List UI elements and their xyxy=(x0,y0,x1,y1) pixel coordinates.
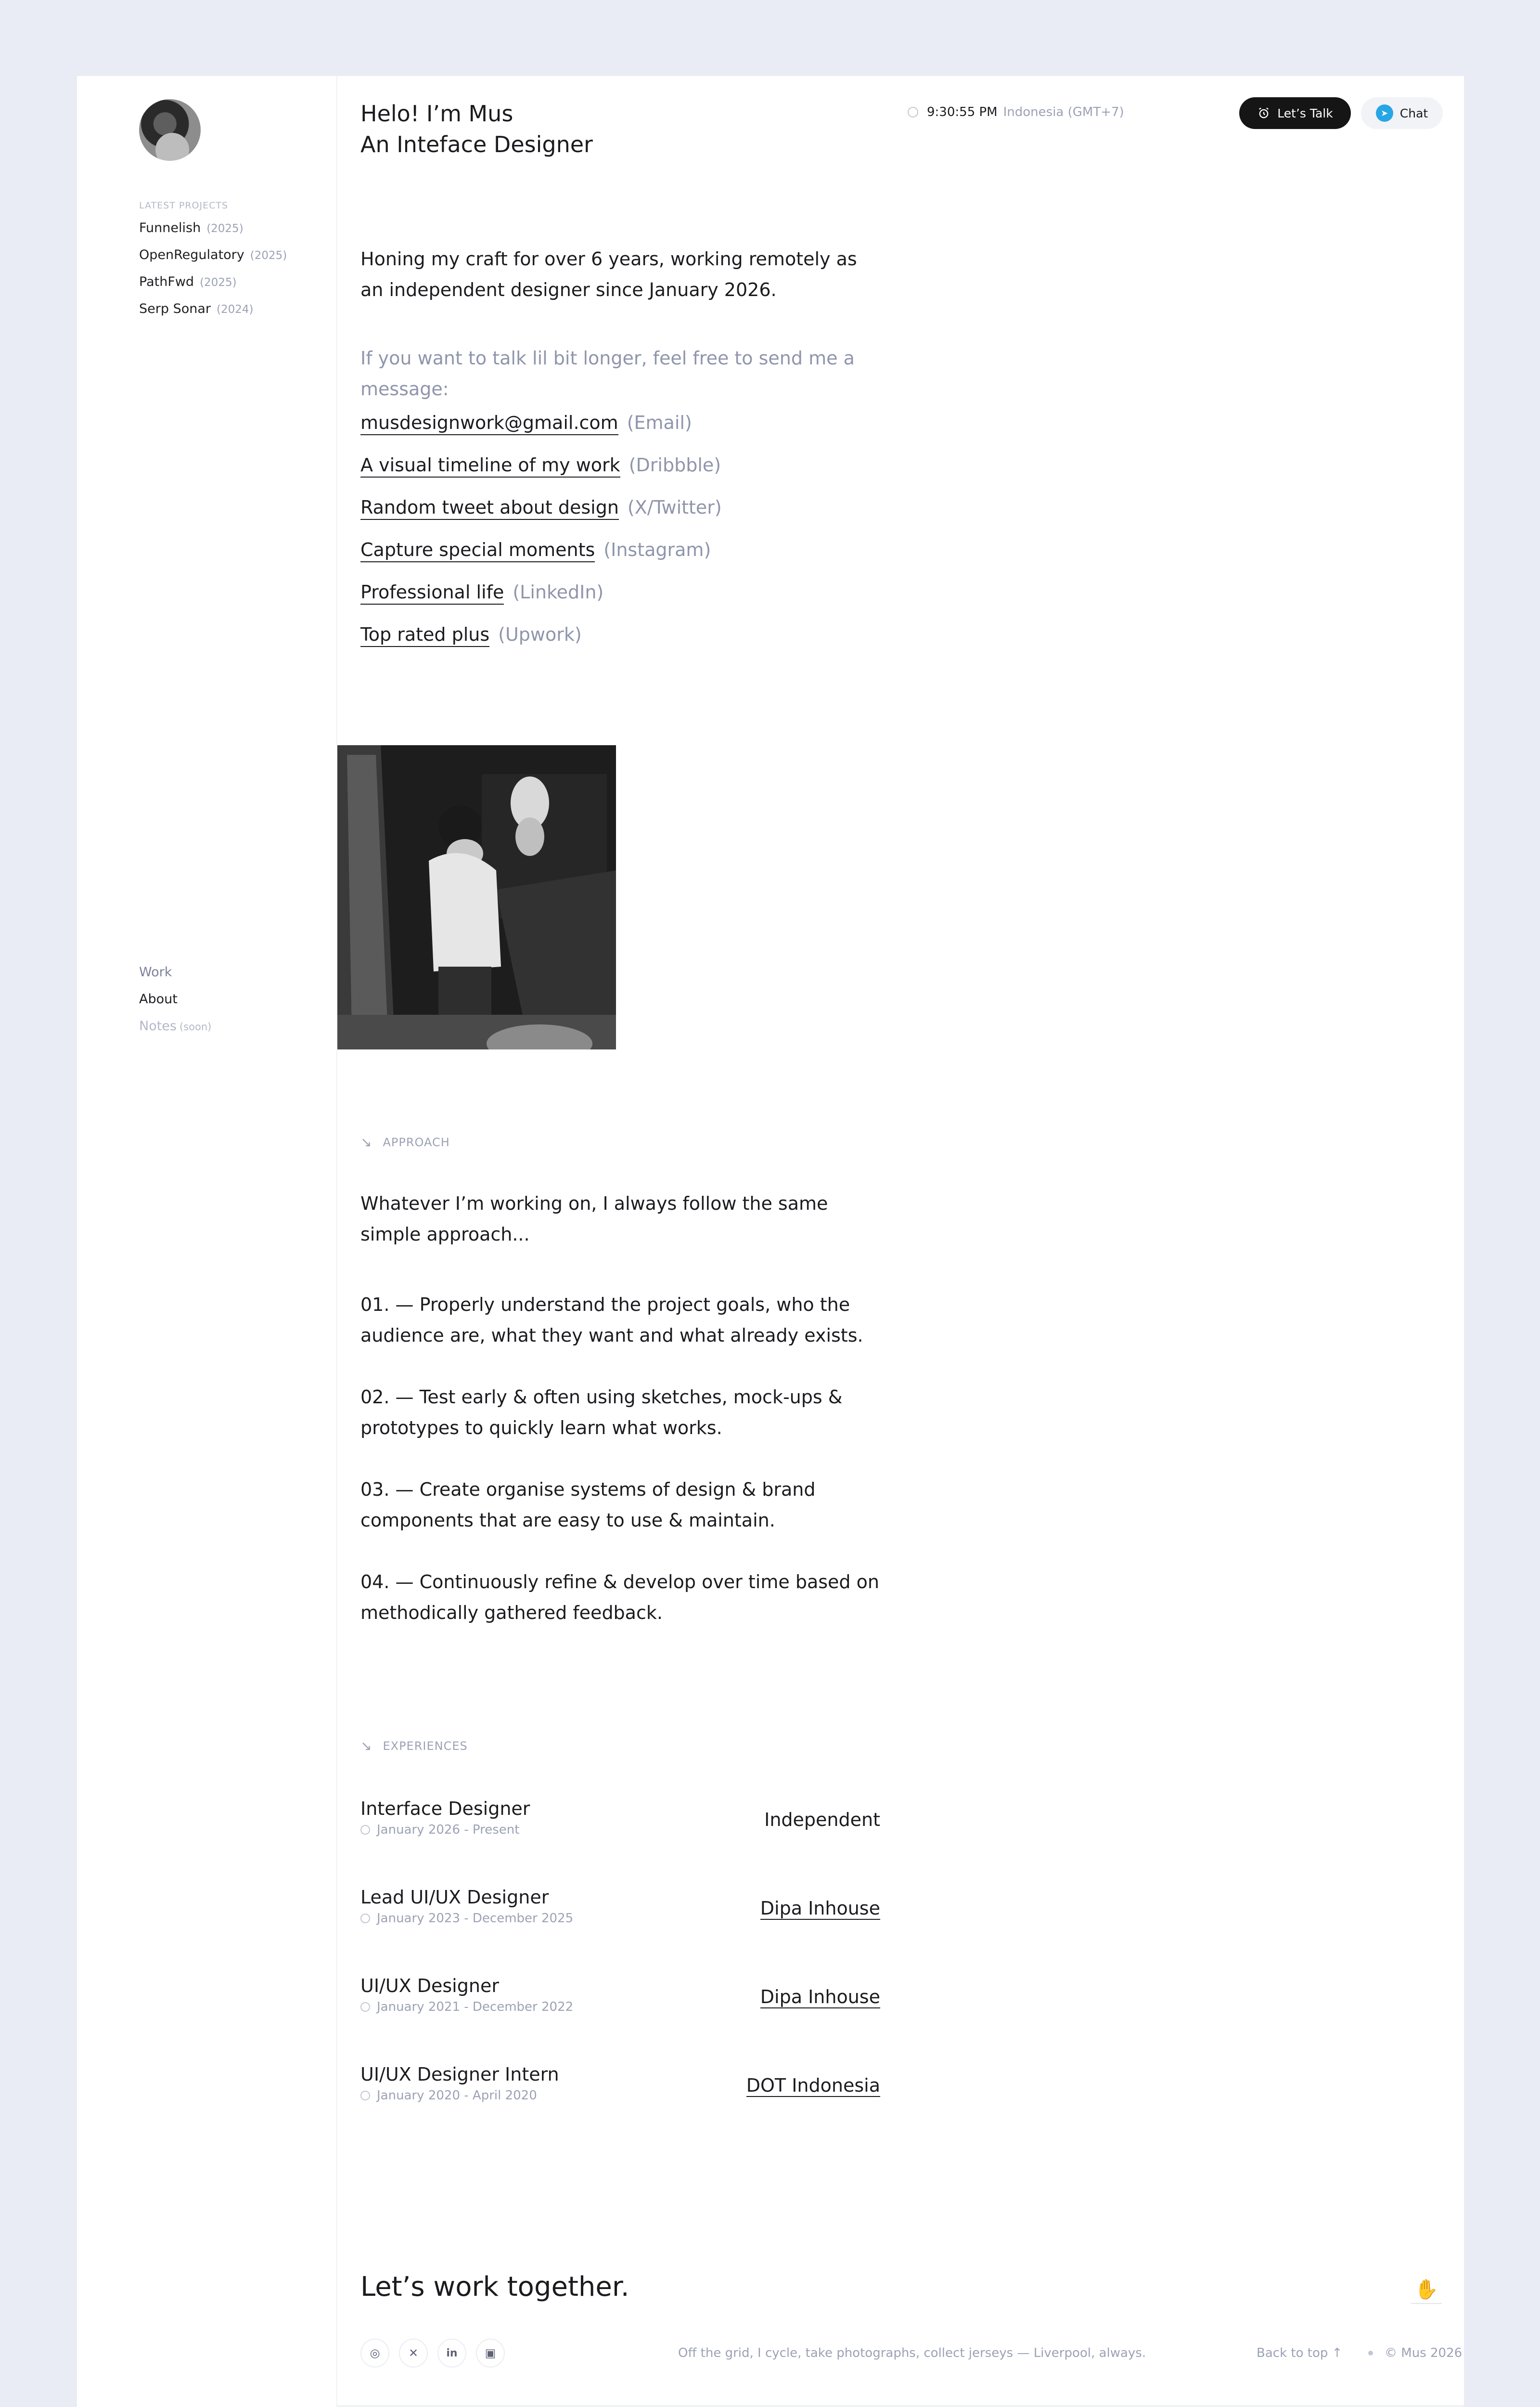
arrow-down-right-icon: ↘ xyxy=(360,1134,372,1150)
link-platform: (X/Twitter) xyxy=(627,497,722,518)
approach-lead: Whatever I’m working on, I always follow the same simple approach... xyxy=(360,1193,828,1245)
project-year: (2024) xyxy=(217,303,254,316)
link-platform: (Instagram) xyxy=(603,539,711,560)
timezone-label: Indonesia (GMT+7) xyxy=(1003,105,1124,119)
footer-separator-dot xyxy=(1368,2351,1373,2355)
lets-talk-label: Let’s Talk xyxy=(1277,106,1333,120)
nav-notes-label: Notes xyxy=(139,1019,177,1034)
linkedin-link[interactable]: Professional life xyxy=(360,582,504,605)
telegram-icon: ➤ xyxy=(1376,104,1393,122)
time-value: 9:30:55 PM xyxy=(927,105,998,119)
side-nav xyxy=(139,965,211,1046)
project-item-funnelish[interactable] xyxy=(139,220,287,247)
column-divider xyxy=(336,76,337,2407)
footer-divider xyxy=(337,2405,1464,2407)
approach-step: 01. — Properly understand the project goals, who the audience are, what they want and what already exists. xyxy=(360,1294,863,1346)
experiences-label-text: EXPERIENCES xyxy=(383,1739,468,1753)
intro-text: Honing my craft for over 6 years, working remotely as an independent designer since January 2026. xyxy=(360,248,857,300)
instagram-link[interactable]: Capture special moments xyxy=(360,539,595,562)
x-icon[interactable]: ✕ xyxy=(399,2339,428,2368)
upwork-link[interactable]: Top rated plus xyxy=(360,624,489,647)
project-year: (2025) xyxy=(200,276,237,289)
link-dribbble xyxy=(360,454,722,497)
experience-company-link[interactable]: Dipa Inhouse xyxy=(760,1898,880,1919)
chat-label: Chat xyxy=(1399,106,1428,120)
link-email xyxy=(360,412,722,454)
project-name: PathFwd xyxy=(139,274,194,289)
project-item-serp-sonar[interactable] xyxy=(139,301,287,328)
link-platform: (Upwork) xyxy=(498,624,582,645)
twitter-link[interactable]: Random tweet about design xyxy=(360,497,619,520)
latest-projects-heading: LATEST PROJECTS xyxy=(139,200,229,211)
approach-label-text: APPROACH xyxy=(383,1135,450,1149)
approach-step: 02. — Test early & often using sketches, mock-ups & prototypes to quickly learn what works. xyxy=(360,1386,843,1438)
nav-notes-soon-badge: (soon) xyxy=(179,1021,212,1033)
experience-item xyxy=(360,1884,880,1942)
link-instagram xyxy=(360,539,722,582)
experience-company: Independent xyxy=(764,1809,880,1830)
calendar-icon xyxy=(360,2091,370,2100)
experience-role: Lead UI/UX Designer xyxy=(360,1887,549,1908)
nav-work[interactable]: Work xyxy=(139,965,172,980)
footer-bar xyxy=(360,2339,1463,2368)
experience-item xyxy=(360,1973,880,2031)
back-to-top-link[interactable]: Back to top ↑ xyxy=(1257,2346,1343,2360)
experience-item xyxy=(360,1796,880,1853)
nav-notes xyxy=(139,1019,211,1046)
experience-dates-text: January 2021 - December 2022 xyxy=(377,2000,574,2014)
approach-label xyxy=(360,1134,450,1150)
page-title xyxy=(360,98,593,160)
approach-steps xyxy=(360,1289,880,1659)
experience-role: Interface Designer xyxy=(360,1798,530,1819)
project-year: (2025) xyxy=(250,249,287,262)
email-link[interactable]: musdesignwork@gmail.com xyxy=(360,412,618,435)
project-name: Serp Sonar xyxy=(139,301,211,316)
project-name: Funnelish xyxy=(139,220,201,235)
instagram-icon[interactable]: ▣ xyxy=(476,2339,505,2368)
nav-about[interactable]: About xyxy=(139,992,178,1007)
link-platform: (LinkedIn) xyxy=(513,582,604,603)
role-line: An Inteface Designer xyxy=(360,131,593,157)
chat-button[interactable] xyxy=(1361,97,1443,129)
greeting-line: Helo! I’m Mus xyxy=(360,101,513,127)
latest-projects-list xyxy=(139,220,287,328)
experience-dates-text: January 2026 - Present xyxy=(377,1823,520,1837)
portrait-illustration xyxy=(337,745,616,1049)
experience-company-link[interactable]: Dipa Inhouse xyxy=(760,1986,880,2007)
portrait-photo xyxy=(337,745,616,1049)
avatar[interactable] xyxy=(139,99,201,161)
link-upwork xyxy=(360,624,722,666)
project-item-pathfwd[interactable] xyxy=(139,274,287,301)
footer-tagline: Off the grid, I cycle, take photographs, collect jerseys — Liverpool, always. xyxy=(678,2346,1146,2360)
experiences-label xyxy=(360,1738,468,1754)
clock-icon xyxy=(908,107,918,117)
project-item-openregulatory[interactable] xyxy=(139,247,287,274)
alarm-clock-icon xyxy=(1257,106,1270,120)
dribbble-link[interactable]: A visual timeline of my work xyxy=(360,454,620,478)
lets-talk-button[interactable] xyxy=(1239,97,1351,129)
local-time xyxy=(908,105,1124,119)
contact-prompt: If you want to talk lil bit longer, feel free to send me a message: xyxy=(360,348,855,400)
copyright: © Mus 2026 xyxy=(1385,2346,1463,2360)
approach-step: 03. — Create organise systems of design & brand components that are easy to use & maintain. xyxy=(360,1479,816,1531)
experience-dates-text: January 2020 - April 2020 xyxy=(377,2088,537,2103)
experience-role: UI/UX Designer Intern xyxy=(360,2064,559,2085)
experience-dates-text: January 2023 - December 2025 xyxy=(377,1911,574,1926)
link-linkedin xyxy=(360,582,722,624)
calendar-icon xyxy=(360,1914,370,1923)
experience-role: UI/UX Designer xyxy=(360,1975,499,1996)
experience-item xyxy=(360,2061,880,2119)
linkedin-icon[interactable]: in xyxy=(437,2339,466,2368)
link-platform: (Dribbble) xyxy=(629,454,721,476)
link-twitter xyxy=(360,497,722,539)
contact-links xyxy=(360,412,722,666)
lets-work-heading: Let’s work together. xyxy=(360,2271,629,2303)
waving-hand-icon[interactable]: ✋ xyxy=(1411,2278,1442,2304)
social-links xyxy=(360,2339,505,2368)
approach-step: 04. — Continuously refine & develop over time based on methodically gathered feedback. xyxy=(360,1571,879,1623)
calendar-icon xyxy=(360,1825,370,1835)
arrow-down-right-icon: ↘ xyxy=(360,1738,372,1754)
project-name: OpenRegulatory xyxy=(139,247,244,262)
project-year: (2025) xyxy=(206,222,244,235)
link-platform: (Email) xyxy=(627,412,692,433)
page-card xyxy=(77,76,1464,2407)
dribbble-icon[interactable]: ◎ xyxy=(360,2339,389,2368)
experience-company-link[interactable]: DOT Indonesia xyxy=(746,2075,880,2096)
calendar-icon xyxy=(360,2002,370,2012)
